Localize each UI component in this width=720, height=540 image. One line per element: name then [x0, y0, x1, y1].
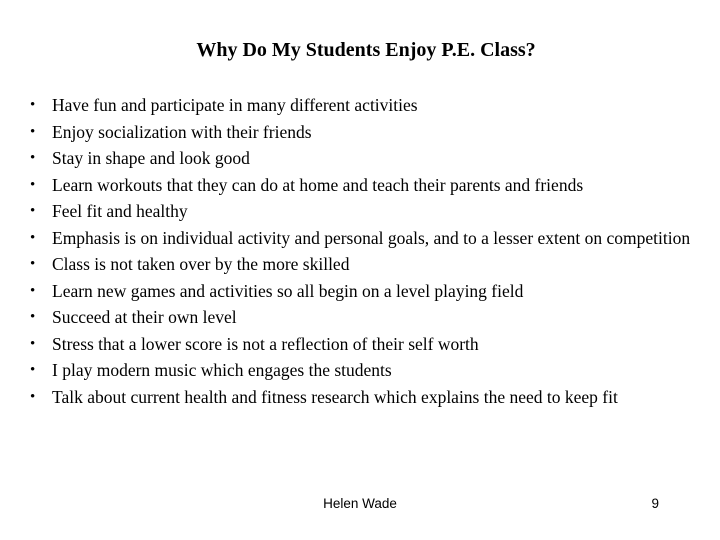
- bullet-item: [30, 306, 694, 329]
- bullet-text: Learn new games and activities so all begin on a level playing field: [52, 280, 524, 301]
- footer-author: Helen Wade: [323, 496, 397, 511]
- bullet-icon: •: [30, 362, 36, 378]
- bullet-text: Learn workouts that they can do at home and teach their parents and friends: [52, 174, 584, 195]
- bullet-icon: •: [30, 150, 36, 166]
- bullet-text: Feel fit and healthy: [52, 201, 188, 221]
- bullet-text: Emphasis is on individual activity and personal goals, and to a lesser extent on competition: [52, 227, 691, 248]
- bullet-item: [30, 333, 694, 356]
- bullet-text: Class is not taken over by the more skilled: [52, 254, 350, 274]
- slide-title: Why Do My Students Enjoy P.E. Class?: [196, 39, 536, 61]
- bullet-item: [30, 121, 694, 144]
- bullet-text: I play modern music which engages the students: [52, 360, 392, 380]
- bullet-item: [30, 174, 694, 197]
- bullet-item: [30, 386, 694, 409]
- bullet-icon: •: [30, 256, 36, 272]
- bullet-text: Talk about current health and fitness research which explains the need to keep fit: [52, 386, 618, 407]
- bullet-icon: •: [30, 309, 36, 325]
- bullet-icon: •: [30, 335, 36, 352]
- bullet-text: Have fun and participate in many different activities: [52, 95, 418, 115]
- bullet-item: [30, 280, 694, 303]
- bullet-icon: •: [30, 203, 36, 219]
- bullet-item: [30, 147, 694, 170]
- bullet-item: [30, 227, 694, 250]
- bullet-icon: •: [30, 388, 36, 405]
- bullet-text: Stress that a lower score is not a reflection of their self worth: [52, 333, 479, 354]
- bullet-icon: •: [30, 97, 36, 113]
- bullet-icon: •: [30, 123, 36, 140]
- bullet-list: [30, 94, 694, 412]
- bullet-item: [30, 94, 694, 117]
- bullet-icon: •: [30, 229, 36, 246]
- bullet-item: [30, 253, 694, 276]
- bullet-text: Succeed at their own level: [52, 307, 237, 327]
- bullet-icon: •: [30, 176, 36, 193]
- bullet-item: [30, 359, 694, 382]
- page-number: 9: [651, 496, 659, 511]
- bullet-icon: •: [30, 282, 36, 299]
- bullet-text: Enjoy socialization with their friends: [52, 121, 312, 142]
- bullet-text: Stay in shape and look good: [52, 148, 250, 168]
- bullet-item: [30, 200, 694, 223]
